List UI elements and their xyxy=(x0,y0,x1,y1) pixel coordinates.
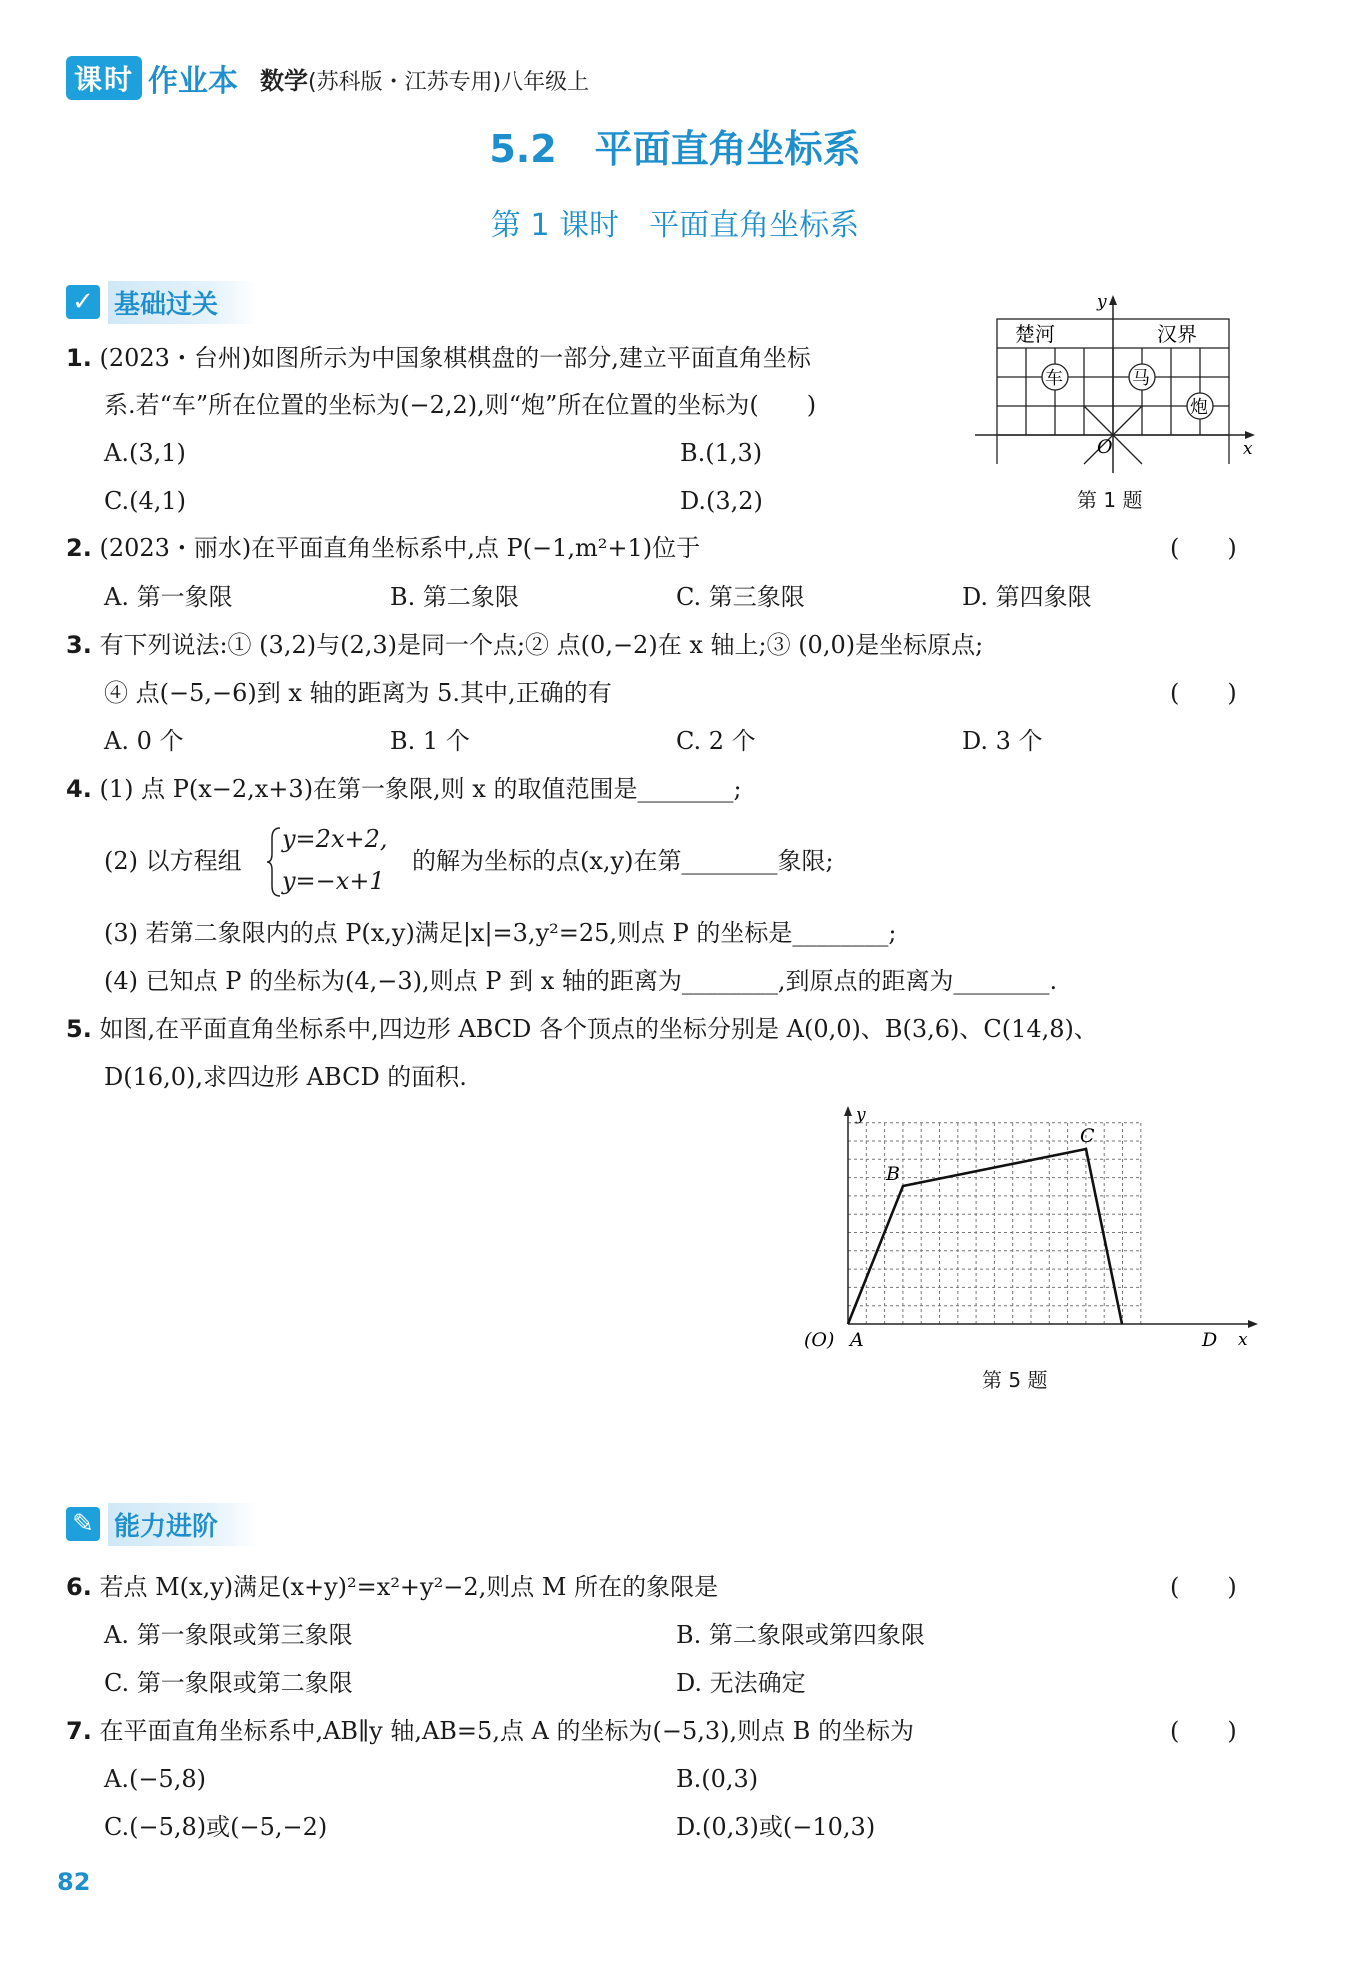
question-text: 若点 M(x,y)满足(x+y)²=x²+y²−2,则点 M 所在的象限是 xyxy=(99,1573,719,1601)
option-c: C. 第三象限 xyxy=(676,583,805,611)
question-4-part-4: (4) 已知点 P 的坐标为(4,−3),则点 P 到 x 轴的距离为________,到原点的距离为________. xyxy=(104,967,1058,995)
logo: 课时 xyxy=(66,56,142,100)
option-a: A. 第一象限 xyxy=(104,583,233,611)
origin-label: (O) xyxy=(804,1329,835,1351)
option-d: D. 第四象限 xyxy=(962,583,1092,611)
option-a: A. 0 个 xyxy=(104,727,184,755)
question-number: 4. xyxy=(66,775,92,803)
question-4 xyxy=(66,774,742,804)
option-b: B. 1 个 xyxy=(390,727,470,755)
option-a: A.(3,1) xyxy=(104,439,186,467)
logo-suffix: 作业本 xyxy=(148,64,239,99)
option-b: B. 第二象限 xyxy=(390,583,519,611)
brace-icon xyxy=(266,826,282,898)
question-text: 在平面直角坐标系中,AB∥y 轴,AB=5,点 A 的坐标为(−5,3),则点 B 的坐标为 xyxy=(99,1717,915,1745)
question-7 xyxy=(66,1716,914,1746)
question-1-line2: 系.若“车”所在位置的坐标为(−2,2),则“炮”所在位置的坐标为( ) xyxy=(104,391,817,419)
question-2 xyxy=(66,533,700,563)
svg-text:车: 车 xyxy=(1045,368,1063,389)
answer-paren: ( ) xyxy=(1170,679,1237,707)
question-part-1: (1) 点 P(x−2,x+3)在第一象限,则 x 的取值范围是________; xyxy=(99,775,742,803)
header xyxy=(66,56,589,100)
chariot-piece xyxy=(1042,364,1068,390)
section-label: 基础过关 xyxy=(108,281,258,324)
question-4-part-3: (3) 若第二象限内的点 P(x,y)满足|x|=3,y²=25,则点 P 的坐标是________; xyxy=(104,919,897,947)
section-basic xyxy=(66,282,258,322)
option-d: D. 无法确定 xyxy=(676,1669,806,1697)
section-advanced xyxy=(66,1504,258,1544)
origin-label: O xyxy=(1097,436,1113,458)
check-icon: ✓ xyxy=(66,285,100,319)
option-c: C.(4,1) xyxy=(104,487,187,515)
question-text: 如图,在平面直角坐标系中,四边形 ABCD 各个顶点的坐标分别是 A(0,0)、B(3,6)、C(14,8)、 xyxy=(99,1015,1098,1043)
page-number: 82 xyxy=(57,1868,91,1896)
svg-text:炮: 炮 xyxy=(1190,397,1208,418)
option-b: B. 第二象限或第四象限 xyxy=(676,1621,925,1649)
vertex-a-label: A xyxy=(850,1329,864,1351)
option-c: C. 第一象限或第二象限 xyxy=(104,1669,353,1697)
quadrilateral-figure xyxy=(800,1102,1260,1362)
equation-1: y=2x+2, xyxy=(282,825,388,853)
chess-board-figure xyxy=(975,293,1265,473)
edition: (苏科版・江苏专用)八年级上 xyxy=(308,69,590,95)
option-d: D. 3 个 xyxy=(962,727,1043,755)
pencil-icon: ✎ xyxy=(66,1507,100,1541)
question-5 xyxy=(66,1014,1098,1044)
book-info xyxy=(260,61,589,96)
option-a: A.(−5,8) xyxy=(104,1765,206,1793)
option-d: D.(0,3)或(−10,3) xyxy=(676,1813,876,1841)
question-3 xyxy=(66,630,983,660)
question-text: (2023・台州)如图所示为中国象棋棋盘的一部分,建立平面直角坐标 xyxy=(99,344,811,372)
horse-piece xyxy=(1129,364,1155,390)
question-3-line2: ④ 点(−5,−6)到 x 轴的距离为 5.其中,正确的有 xyxy=(104,679,612,707)
x-label: x xyxy=(1243,439,1253,459)
question-1 xyxy=(66,343,811,373)
question-number: 2. xyxy=(66,534,92,562)
option-a: A. 第一象限或第三象限 xyxy=(104,1621,353,1649)
section-label: 能力进阶 xyxy=(108,1503,258,1546)
page-subtitle: 第 1 课时 平面直角坐标系 xyxy=(490,208,860,243)
page-title: 5.2 平面直角坐标系 xyxy=(489,127,861,171)
svg-text:马: 马 xyxy=(1132,368,1150,389)
option-b: B.(0,3) xyxy=(676,1765,759,1793)
question-number: 5. xyxy=(66,1015,92,1043)
answer-paren: ( ) xyxy=(1170,534,1237,562)
question-text: 有下列说法:① (3,2)与(2,3)是同一个点;② 点(0,−2)在 x 轴上;③ (0,0)是坐标原点; xyxy=(99,631,984,659)
vertex-c-label: C xyxy=(1080,1125,1095,1147)
question-number: 6. xyxy=(66,1573,92,1601)
vertex-d-label: D xyxy=(1202,1329,1218,1351)
option-c: C. 2 个 xyxy=(676,727,756,755)
equation-2: y=−x+1 xyxy=(282,867,385,895)
border-label: 汉界 xyxy=(1157,322,1197,346)
question-4-part-2-pre: (2) 以方程组 xyxy=(104,847,242,875)
question-5-line2: D(16,0),求四边形 ABCD 的面积. xyxy=(104,1063,467,1091)
answer-paren: ( ) xyxy=(1170,1717,1237,1745)
figure-5-caption: 第 5 题 xyxy=(982,1368,1048,1392)
option-c: C.(−5,8)或(−5,−2) xyxy=(104,1813,328,1841)
question-6 xyxy=(66,1572,718,1602)
cannon-piece xyxy=(1187,393,1213,419)
question-number: 3. xyxy=(66,631,92,659)
y-label: y xyxy=(1097,293,1107,312)
river-label: 楚河 xyxy=(1015,322,1055,346)
question-number: 7. xyxy=(66,1717,92,1745)
x-label: x xyxy=(1238,1330,1248,1350)
question-4-part-2-post: 的解为坐标的点(x,y)在第________象限; xyxy=(412,847,834,875)
question-text: (2023・丽水)在平面直角坐标系中,点 P(−1,m²+1)位于 xyxy=(99,534,701,562)
question-number: 1. xyxy=(66,344,92,372)
y-label: y xyxy=(856,1105,866,1125)
vertex-b-label: B xyxy=(886,1163,900,1185)
figure-1-caption: 第 1 题 xyxy=(1077,488,1143,512)
option-b: B.(1,3) xyxy=(680,439,763,467)
answer-paren: ( ) xyxy=(1170,1573,1237,1601)
option-d: D.(3,2) xyxy=(680,487,763,515)
subject: 数学 xyxy=(260,66,309,95)
